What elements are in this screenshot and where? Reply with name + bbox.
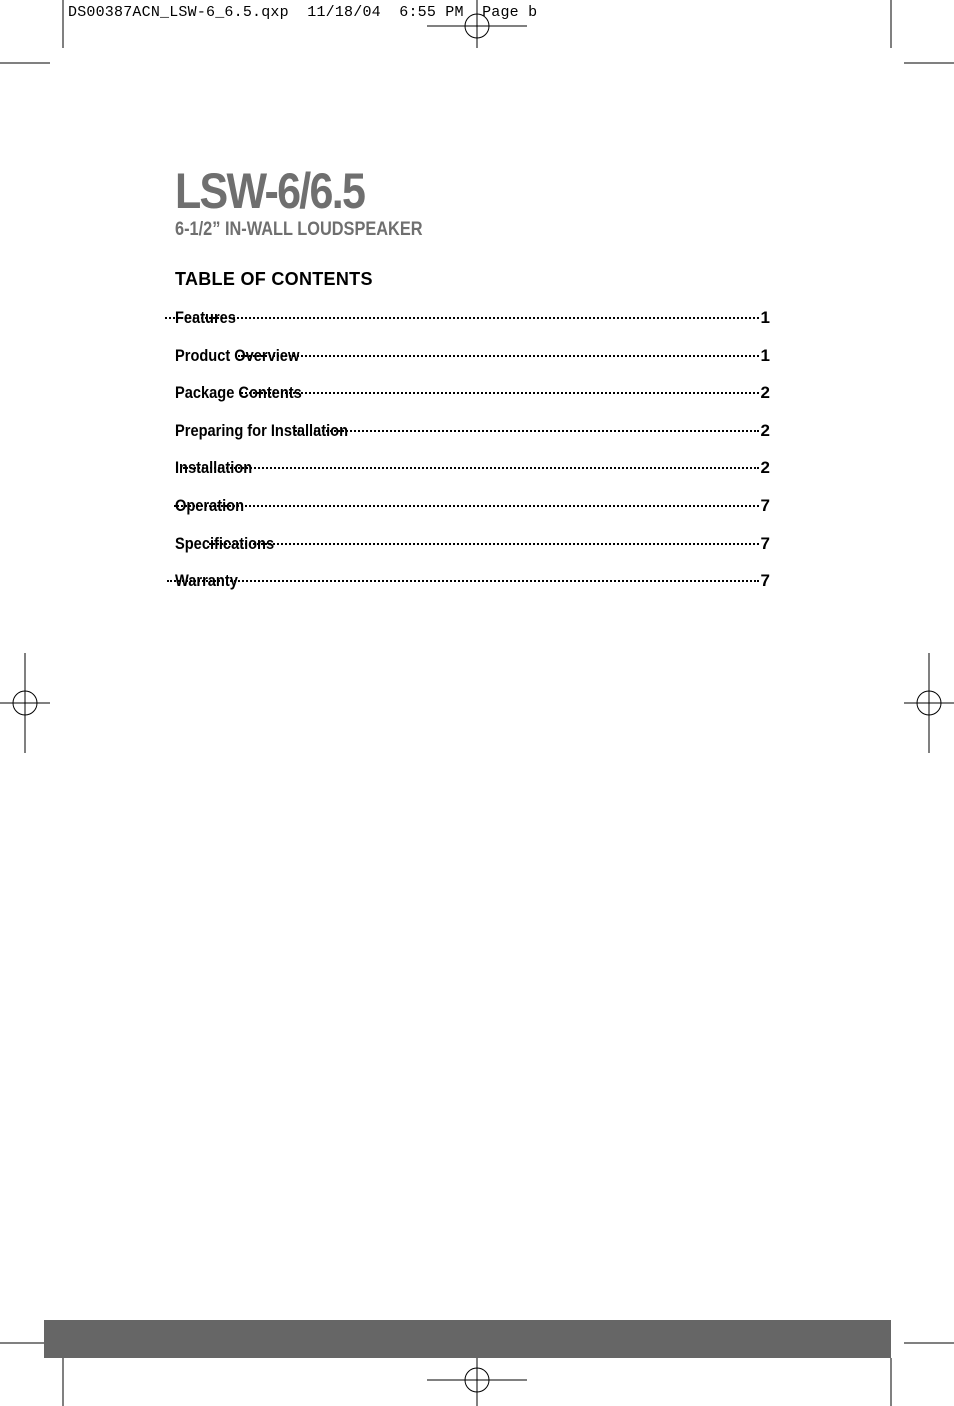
- toc-dot-leader: [167, 580, 759, 582]
- toc-entry-warranty: [175, 571, 770, 609]
- toc-entry-page: 2: [760, 420, 770, 440]
- toc-entry-page: 1: [760, 308, 770, 327]
- toc-entry-label: Product Overview: [175, 345, 300, 365]
- toc-entry-label: Installation: [175, 458, 253, 478]
- toc-dot-leader: [209, 543, 759, 545]
- print-slug-line: DS00387ACN_LSW-6_6.5.qxp 11/18/04 6:55 PM Page b: [68, 4, 538, 21]
- toc-entry-page: 7: [760, 495, 770, 515]
- document-subtitle: 6-1/2” IN-WALL LOUDSPEAKER: [175, 219, 423, 240]
- toc-entry-label: Specifications: [175, 533, 275, 553]
- document-title: LSW-6/6.5: [175, 163, 365, 219]
- registration-mark-left: [0, 653, 50, 753]
- toc-entry-label: Operation: [175, 495, 245, 515]
- toc-entry-specifications: [175, 534, 770, 572]
- toc-dot-leader: [295, 430, 759, 432]
- toc-dot-leader: [165, 317, 759, 319]
- toc-entry-label: Preparing for Installation: [175, 420, 349, 440]
- toc-entry-page: 2: [760, 383, 770, 403]
- toc-heading: TABLE OF CONTENTS: [175, 269, 373, 289]
- toc-entry-features: [175, 308, 770, 346]
- toc-entry-label: Warranty: [175, 571, 238, 591]
- toc-entry-operation: [175, 496, 770, 534]
- footer-bar: [44, 1320, 891, 1358]
- registration-mark-right: [904, 653, 954, 753]
- toc-dot-leader: [241, 392, 758, 394]
- toc-dot-leader: [174, 505, 759, 507]
- table-of-contents: [175, 308, 770, 609]
- toc-entry-package-contents: [175, 383, 770, 421]
- toc-entry-page: 7: [760, 533, 770, 553]
- toc-entry-page: 1: [760, 345, 770, 365]
- toc-entry-installation: [175, 458, 770, 496]
- registration-mark-bottom: [427, 1356, 527, 1406]
- toc-dot-leader: [183, 467, 758, 469]
- registration-mark-top: [427, 0, 527, 48]
- toc-entry-product-overview: [175, 346, 770, 384]
- toc-entry-page: 7: [760, 571, 770, 591]
- toc-entry-page: 2: [760, 458, 770, 478]
- toc-entry-label: Features: [175, 308, 236, 327]
- toc-entry-preparing-for-installation: [175, 421, 770, 459]
- toc-entry-label: Package Contents: [175, 383, 302, 403]
- toc-dot-leader: [238, 355, 758, 357]
